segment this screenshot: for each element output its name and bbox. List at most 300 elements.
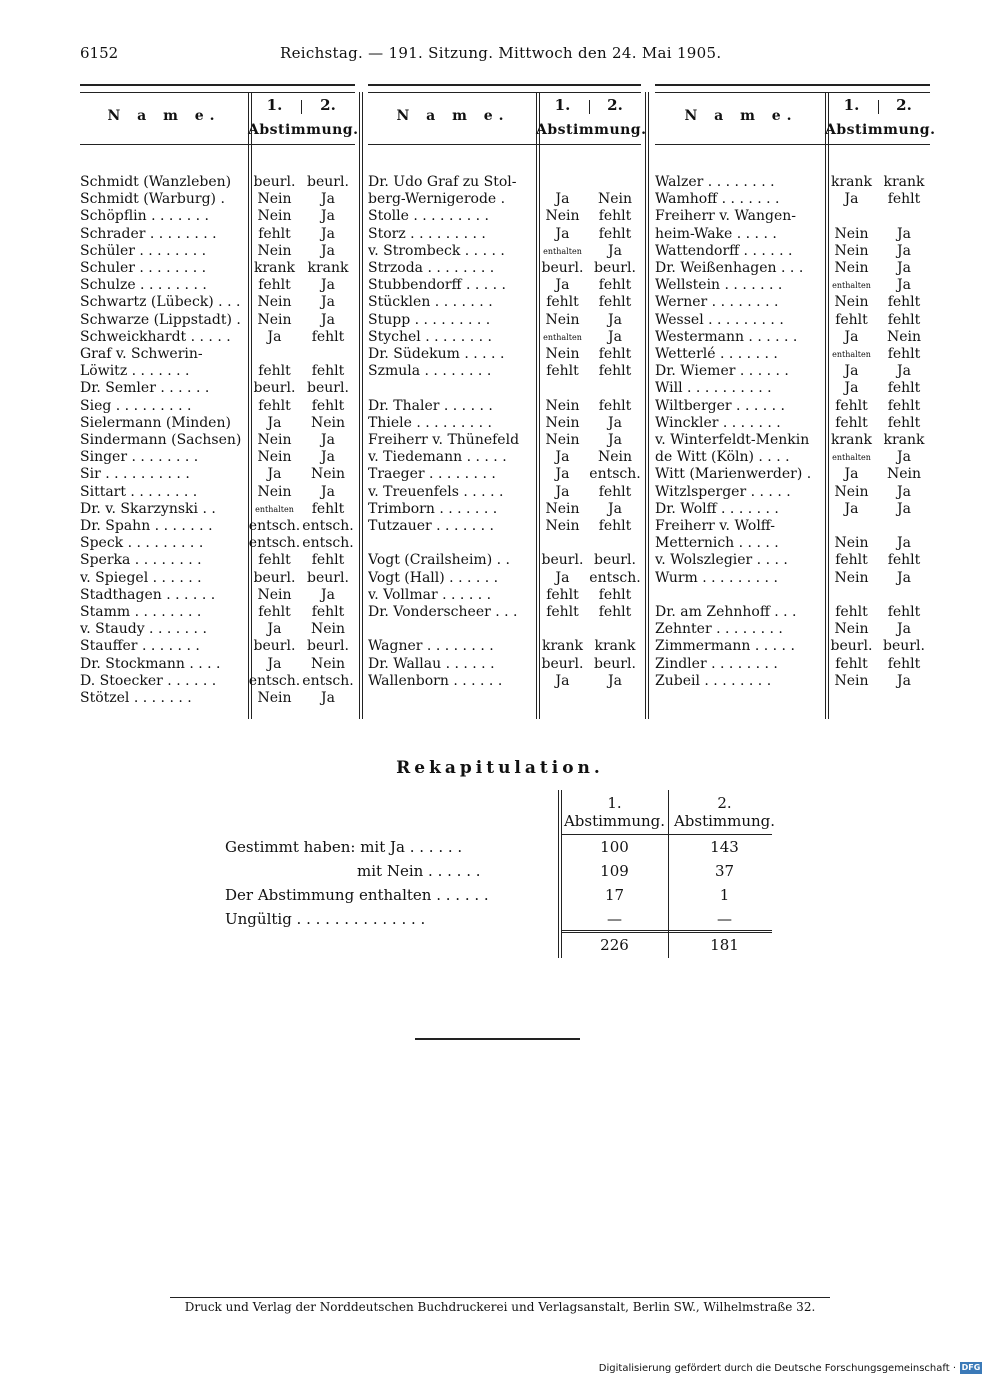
member-name: Sir . . . . . . . . . . <box>80 466 190 483</box>
table-row <box>368 604 641 621</box>
vote-2-value: Ja <box>321 277 335 294</box>
vote-1-value: Nein <box>545 414 580 431</box>
table-row <box>80 260 355 277</box>
vote-2-value: Ja <box>321 242 335 259</box>
recap-row <box>225 908 785 930</box>
vote-2-value: fehlt <box>887 294 921 311</box>
vote-1-value: enthalten <box>832 350 871 359</box>
member-name: Traeger . . . . . . . . <box>368 466 496 483</box>
vote-2-value: fehlt <box>598 277 632 294</box>
vote-2-value: Ja <box>321 208 335 225</box>
vote-1-value: Ja <box>267 621 282 638</box>
member-name: Schmidt (Wanzleben) <box>80 174 232 190</box>
table-row <box>368 415 641 432</box>
vote-2-value: entsch. <box>589 569 641 586</box>
table-row <box>655 449 930 466</box>
table-row <box>368 638 641 655</box>
member-name: Schwarze (Lippstadt) . <box>80 311 241 328</box>
vote-1-value: Nein <box>834 483 869 500</box>
recap-value-2: 143 <box>710 838 739 856</box>
member-name: Freiherr v. Thünefeld <box>368 432 520 448</box>
recap-head-2-label: Abstimmung. <box>673 812 776 830</box>
vote-2-value: Ja <box>897 672 911 689</box>
table-row <box>368 294 641 311</box>
member-name: Vogt (Crailsheim) . . <box>368 552 510 569</box>
vote-1-value: fehlt <box>835 552 868 569</box>
member-name: Stubbendorff . . . . . <box>368 277 506 294</box>
recap-head-1-label: Abstimmung. <box>563 812 666 830</box>
vote-1-value: Nein <box>545 432 580 448</box>
vote-2-value: krank <box>883 174 925 190</box>
table-row <box>80 415 355 432</box>
header-split <box>878 100 879 114</box>
vote-2-value: beurl. <box>307 638 349 655</box>
vote-2-value: Ja <box>608 242 622 259</box>
header-vote-1: 1. <box>266 96 283 114</box>
vote-2-value: Nein <box>310 414 346 431</box>
page-number: 6152 <box>80 44 119 62</box>
vote-2-value: fehlt <box>598 346 632 362</box>
vote-1-value: Nein <box>834 260 869 276</box>
table-row <box>368 277 641 294</box>
header-vote-2: 2. <box>320 96 336 114</box>
table-row <box>655 656 930 673</box>
header-name: N a m e. <box>684 108 798 124</box>
table-row <box>368 260 641 277</box>
vote-column-2 <box>368 84 647 719</box>
member-name: Zindler . . . . . . . . <box>655 655 778 672</box>
vote-1-value: Nein <box>257 690 292 706</box>
vote-2-value: Ja <box>897 449 911 466</box>
table-row <box>655 518 930 535</box>
vote-1-value: enthalten <box>832 281 871 291</box>
credit-text: Digitalisierung gefördert durch die Deutsche Forschungsgemeinschaft · <box>598 1362 956 1374</box>
member-name: v. Wolszlegier . . . . <box>655 552 788 569</box>
recap-head-1 <box>562 794 667 830</box>
vote-2-value: krank <box>307 260 349 276</box>
vote-2-value: beurl. <box>594 260 636 276</box>
recap-total-rule <box>562 930 772 933</box>
header-abstimmung: Abstimmung. <box>825 122 936 138</box>
table-row <box>80 329 355 346</box>
vote-1-value: entsch. <box>248 518 301 534</box>
table-row <box>80 587 355 604</box>
table-row <box>80 621 355 638</box>
recap-value-2: 1 <box>719 886 730 904</box>
running-title: Reichstag. — 191. Sitzung. Mittwoch den 24. Mai 1905. <box>280 44 722 62</box>
table-row <box>80 484 355 501</box>
member-name: Wellstein . . . . . . . <box>655 277 783 294</box>
member-name: Schweickhardt . . . . . <box>80 328 231 345</box>
header-vote-2: 2. <box>896 96 912 114</box>
table-row <box>368 432 641 449</box>
vote-1-value: Nein <box>545 500 580 517</box>
table-row <box>655 208 930 225</box>
vote-1-value: Ja <box>844 466 859 483</box>
member-name: Metternich . . . . . <box>655 535 779 552</box>
vote-1-value: beurl. <box>253 174 296 190</box>
vote-1-value: Nein <box>834 621 869 638</box>
vote-2-value: fehlt <box>887 311 921 328</box>
vote-1-value: fehlt <box>546 586 579 603</box>
table-row <box>368 312 641 329</box>
vote-1-value: beurl. <box>253 569 296 586</box>
vote-column-3 <box>655 84 936 719</box>
member-name: Dr. Spahn . . . . . . . <box>80 518 213 534</box>
member-name: Dr. Thaler . . . . . . <box>368 397 493 414</box>
recap-head-2-num: 2. <box>717 794 732 812</box>
header-abstimmung: Abstimmung. <box>248 122 359 138</box>
member-name: Graf v. Schwerin- <box>80 346 203 362</box>
header-split <box>301 100 302 114</box>
recap-value-1: 109 <box>600 862 629 880</box>
member-name: Stychel . . . . . . . . <box>368 328 492 345</box>
vote-2-value: entsch. <box>589 466 641 483</box>
vote-2-value: fehlt <box>887 414 921 431</box>
header-name: N a m e. <box>396 108 510 124</box>
vote-2-value: fehlt <box>887 191 921 208</box>
vote-2-value: Ja <box>321 311 335 328</box>
table-row <box>368 346 641 363</box>
table-row <box>655 621 930 638</box>
table-row <box>80 570 355 587</box>
table-row <box>655 398 930 415</box>
recap-table <box>225 790 785 960</box>
column-separator <box>359 92 360 719</box>
table-row <box>655 501 930 518</box>
member-name: berg-Wernigerode . <box>368 191 506 208</box>
table-row <box>655 638 930 655</box>
vote-2-value: Ja <box>897 569 911 586</box>
table-row <box>80 432 355 449</box>
vote-2-value: Ja <box>608 328 622 345</box>
member-name: Witt (Marienwerder) . <box>655 466 812 483</box>
table-row <box>655 226 930 243</box>
table-row <box>368 570 641 587</box>
vote-2-value: fehlt <box>598 397 632 414</box>
table-row <box>368 380 641 397</box>
table-row <box>80 191 355 208</box>
member-name: Walzer . . . . . . . . <box>655 174 775 190</box>
vote-2-value: fehlt <box>887 380 921 397</box>
member-name: Dr. v. Skarzynski . . <box>80 500 216 517</box>
table-row <box>80 535 355 552</box>
vote-1-value: Nein <box>257 242 292 259</box>
vote-2-value: Ja <box>608 311 622 328</box>
table-row <box>80 312 355 329</box>
imprint: Druck und Verlag der Norddeutschen Buchdruckerei und Verlagsanstalt, Berlin SW., Wilhelmstraße 32. <box>184 1300 816 1314</box>
vote-2-value: Nein <box>597 191 633 208</box>
table-row <box>655 552 930 569</box>
vote-1-value: krank <box>541 638 584 655</box>
vote-1-value: beurl. <box>830 638 873 655</box>
vote-2-value: fehlt <box>598 225 632 242</box>
member-name: Werner . . . . . . . . <box>655 294 779 311</box>
recap-total-1: 226 <box>600 936 629 954</box>
vote-1-value: Nein <box>834 294 869 311</box>
member-name: Freiherr v. Wangen- <box>655 208 796 225</box>
vote-1-value: fehlt <box>546 294 579 311</box>
vote-2-value: fehlt <box>598 518 632 534</box>
table-row <box>368 208 641 225</box>
table-row <box>655 260 930 277</box>
table-row <box>80 690 355 707</box>
vote-2-value: Ja <box>321 432 335 448</box>
vote-table <box>80 84 936 724</box>
member-name: v. Spiegel . . . . . . <box>80 569 202 586</box>
vote-2-value: entsch. <box>302 535 354 552</box>
header-name: N a m e. <box>107 108 221 124</box>
member-name: Dr. Udo Graf zu Stol- <box>368 174 517 190</box>
vote-1-value: Ja <box>844 328 859 345</box>
member-name: Stupp . . . . . . . . . <box>368 311 491 328</box>
member-name: Singer . . . . . . . . <box>80 449 199 466</box>
table-row <box>655 415 930 432</box>
vote-2-value: fehlt <box>598 604 632 620</box>
vote-1-value: Ja <box>555 191 570 208</box>
vote-2-value: Ja <box>897 621 911 638</box>
vote-1-value: Nein <box>545 518 580 534</box>
recap-head-rule <box>562 834 772 835</box>
column-header <box>655 92 936 145</box>
member-name: Sittart . . . . . . . . <box>80 483 198 500</box>
vote-1-value: Ja <box>267 466 282 483</box>
vote-1-value: Nein <box>257 483 292 500</box>
vote-2-value: beurl. <box>307 380 349 397</box>
vote-2-value: beurl. <box>883 638 925 655</box>
member-name: Wurm . . . . . . . . . <box>655 569 778 586</box>
table-row <box>368 191 641 208</box>
vote-1-value: fehlt <box>835 655 868 672</box>
recap-value-1: 17 <box>604 886 625 904</box>
vote-2-value: beurl. <box>594 655 636 672</box>
recap-title: Rekapitulation. <box>396 758 604 778</box>
vote-1-value: enthalten <box>543 246 582 256</box>
table-row <box>655 294 930 311</box>
member-name: Strzoda . . . . . . . . <box>368 260 495 276</box>
vote-2-value: Ja <box>321 449 335 466</box>
member-name: Sielermann (Minden) <box>80 414 231 431</box>
vote-1-value: fehlt <box>835 604 868 620</box>
table-row <box>80 518 355 535</box>
member-name: heim-Wake . . . . . <box>655 225 777 242</box>
member-name: Schöpflin . . . . . . . <box>80 208 209 225</box>
vote-1-value: Nein <box>834 535 869 552</box>
recap-value-2: 37 <box>714 862 735 880</box>
recap-row <box>225 836 785 858</box>
column-header <box>80 92 359 145</box>
member-name: v. Treuenfels . . . . . <box>368 483 504 500</box>
vote-1-value: Ja <box>555 672 570 689</box>
member-name: Wagner . . . . . . . . <box>368 638 494 655</box>
vote-2-value: Ja <box>897 500 911 517</box>
member-name: v. Staudy . . . . . . . <box>80 621 207 638</box>
vote-1-value: fehlt <box>258 397 291 414</box>
vote-1-value: Ja <box>555 277 570 294</box>
header-split <box>589 100 590 114</box>
member-name: Vogt (Hall) . . . . . . <box>368 569 499 586</box>
table-row <box>80 346 355 363</box>
table-row <box>80 226 355 243</box>
member-name: Schwartz (Lübeck) . . . <box>80 294 241 311</box>
table-row <box>655 243 930 260</box>
table-row <box>368 466 641 483</box>
recap-value-1: 100 <box>600 838 629 856</box>
vote-2-value: Ja <box>321 483 335 500</box>
member-name: Speck . . . . . . . . . <box>80 535 204 552</box>
vote-1-value: fehlt <box>835 311 868 328</box>
member-name: Szmula . . . . . . . . <box>368 363 492 380</box>
table-row <box>80 380 355 397</box>
digitization-credit <box>599 1362 982 1374</box>
vote-1-value: Nein <box>257 586 292 603</box>
vote-2-value: Nein <box>886 466 922 483</box>
vote-2-value: Ja <box>897 363 911 380</box>
vote-1-value: entsch. <box>248 672 301 689</box>
vote-1-value: fehlt <box>258 225 291 242</box>
member-name: Wiltberger . . . . . . <box>655 397 786 414</box>
member-name: Westermann . . . . . . <box>655 328 798 345</box>
vote-2-value: krank <box>883 432 925 448</box>
recap-label: Gestimmt haben: mit Ja . . . . . . <box>225 838 463 856</box>
vote-1-value: Nein <box>257 311 292 328</box>
vote-2-value: fehlt <box>311 328 345 345</box>
vote-1-value: Nein <box>834 569 869 586</box>
vote-1-value: krank <box>253 260 296 276</box>
vote-2-value: beurl. <box>594 552 636 569</box>
vote-2-value: entsch. <box>302 518 354 534</box>
recap-total-2: 181 <box>710 936 739 954</box>
vote-2-value: fehlt <box>887 552 921 569</box>
member-name: Schuler . . . . . . . . <box>80 260 207 276</box>
vote-2-value: fehlt <box>598 483 632 500</box>
vote-2-value: Ja <box>897 242 911 259</box>
member-name: Löwitz . . . . . . . <box>80 363 190 380</box>
vote-2-value: fehlt <box>887 655 921 672</box>
vote-2-value: fehlt <box>311 552 345 569</box>
vote-1-value: beurl. <box>541 552 584 569</box>
vote-1-value: enthalten <box>255 504 294 514</box>
vote-1-value: Ja <box>267 328 282 345</box>
recap-row <box>225 884 785 906</box>
table-row <box>368 398 641 415</box>
vote-1-value: Nein <box>834 242 869 259</box>
member-name: Wattendorff . . . . . . <box>655 242 793 259</box>
member-name: Schmidt (Warburg) . <box>80 191 225 208</box>
vote-1-value: enthalten <box>543 332 582 342</box>
vote-2-value: Ja <box>321 191 335 208</box>
vote-1-value: Ja <box>267 655 282 672</box>
vote-2-value: Nein <box>597 449 633 466</box>
member-name: Sieg . . . . . . . . . <box>80 397 192 414</box>
vote-1-value: Nein <box>257 208 292 225</box>
vote-2-value: fehlt <box>598 363 632 380</box>
table-row <box>80 466 355 483</box>
member-name: Dr. Wolff . . . . . . . <box>655 500 779 517</box>
table-row <box>368 552 641 569</box>
vote-2-value: Ja <box>321 225 335 242</box>
table-row <box>80 449 355 466</box>
vote-2-value: Nein <box>310 466 346 483</box>
member-name: Dr. am Zehnhoff . . . <box>655 604 797 620</box>
vote-2-value: Ja <box>608 500 622 517</box>
vote-2-value: Nein <box>886 328 922 345</box>
table-row <box>655 380 930 397</box>
vote-2-value: Ja <box>321 294 335 311</box>
vote-1-value: beurl. <box>253 638 296 655</box>
member-name: Schulze . . . . . . . . <box>80 277 207 294</box>
dfg-logo: DFG <box>961 1363 981 1372</box>
member-name: Storz . . . . . . . . . <box>368 225 486 242</box>
vote-1-value: Nein <box>545 346 580 362</box>
member-name: Wetterlé . . . . . . . <box>655 346 778 362</box>
vote-2-value: fehlt <box>311 500 345 517</box>
vote-1-value: krank <box>830 432 873 448</box>
member-name: Wallenborn . . . . . . <box>368 672 503 689</box>
vote-1-value: Ja <box>844 380 859 397</box>
member-name: Zehnter . . . . . . . . <box>655 621 783 638</box>
vote-1-value: beurl. <box>253 380 296 397</box>
column-separator <box>648 92 649 719</box>
member-name: Dr. Wallau . . . . . . <box>368 655 495 672</box>
member-name: Stolle . . . . . . . . . <box>368 208 489 225</box>
column-separator <box>645 92 646 719</box>
member-name: Dr. Vonderscheer . . . <box>368 604 518 620</box>
member-name: Dr. Semler . . . . . . <box>80 380 210 397</box>
member-name: Sindermann (Sachsen) <box>80 432 242 448</box>
table-row <box>368 226 641 243</box>
table-row <box>368 656 641 673</box>
vote-2-value: fehlt <box>598 294 632 311</box>
footer-rule <box>170 1297 830 1298</box>
table-row <box>80 243 355 260</box>
table-row <box>655 191 930 208</box>
member-name: Winckler . . . . . . . <box>655 414 781 431</box>
vote-1-value: Nein <box>257 432 292 448</box>
vote-1-value: Nein <box>257 294 292 311</box>
vote-1-value: entsch. <box>248 535 301 552</box>
vote-1-value: fehlt <box>546 363 579 380</box>
vote-1-value: fehlt <box>258 363 291 380</box>
vote-1-value: fehlt <box>546 604 579 620</box>
recap-head-1-num: 1. <box>607 794 622 812</box>
vote-2-value: fehlt <box>598 586 632 603</box>
table-row <box>368 329 641 346</box>
table-row <box>655 346 930 363</box>
table-row <box>80 501 355 518</box>
table-row <box>655 604 930 621</box>
vote-2-value: fehlt <box>311 604 345 620</box>
vote-1-value: krank <box>830 174 873 190</box>
vote-1-value: Nein <box>257 449 292 466</box>
vote-2-value: Ja <box>897 277 911 294</box>
member-name: Stadthagen . . . . . . <box>80 586 216 603</box>
header-abstimmung: Abstimmung. <box>536 122 647 138</box>
member-name: Stamm . . . . . . . . <box>80 604 202 620</box>
table-row <box>655 570 930 587</box>
table-row <box>80 208 355 225</box>
vote-1-value: Ja <box>267 414 282 431</box>
member-name: Dr. Stockmann . . . . <box>80 655 221 672</box>
recap-value-1: — <box>607 910 622 928</box>
vote-1-value: Ja <box>555 449 570 466</box>
vote-column-1 <box>80 84 359 719</box>
table-row <box>655 363 930 380</box>
table-row <box>655 312 930 329</box>
vote-1-value: fehlt <box>835 397 868 414</box>
vote-1-value: Ja <box>555 466 570 483</box>
member-name: Stücklen . . . . . . . <box>368 294 493 311</box>
